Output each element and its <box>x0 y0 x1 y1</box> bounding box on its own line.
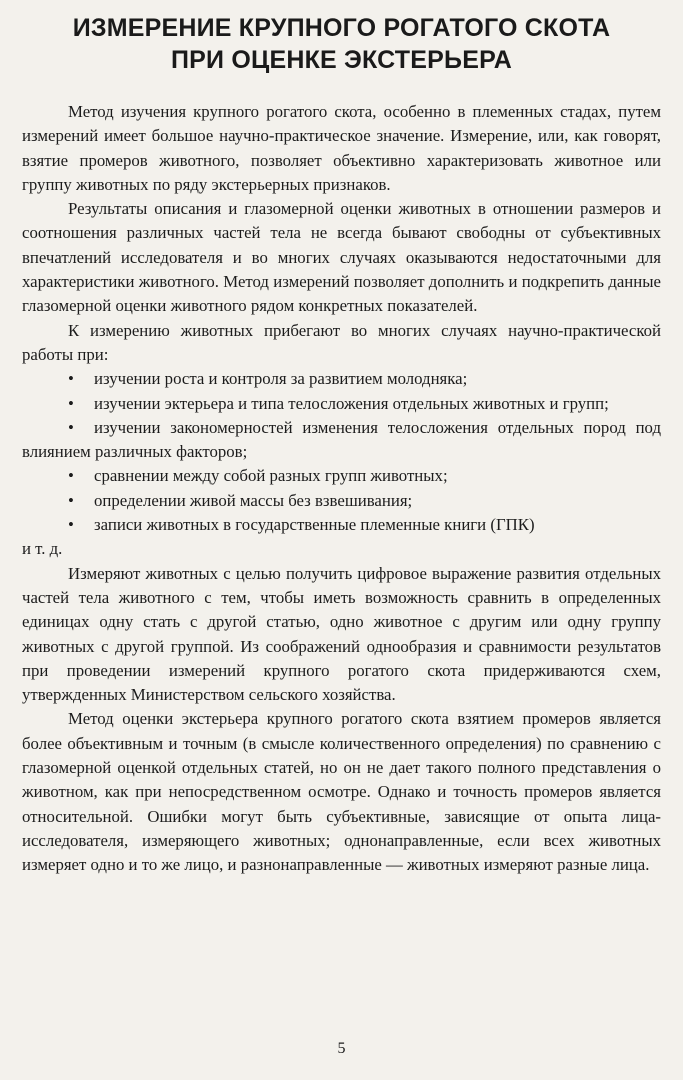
uses-list <box>22 367 661 537</box>
paragraph-intro: Метод изучения крупного рогатого скота, особенно в племенных стадах, путем измерений имеет большое научно-практическое значение. Измерение, или, как говорят, взятие промеров животного, позволяет объективно характеризовать животное или группу животных по ряду экстерьерных признаков. <box>22 102 661 194</box>
bullet-icon: • <box>68 490 74 510</box>
title-line-2: ПРИ ОЦЕНКЕ ЭКСТЕРЬЕРА <box>170 46 513 74</box>
bullet-icon: • <box>68 369 74 389</box>
list-item: • изучении роста и контроля за развитием молодняка; <box>22 367 661 391</box>
page-title <box>22 12 661 76</box>
paragraph-accuracy: Метод оценки экстерьера крупного рогатого скота взятием промеров является более объективным и точным (в смысле количественного определения) по сравнению с глазомерной оценкой отдельных статей, но он не дает такого полного представления о животном, как при непосредственном осмотре. Однако и точность промеров является относительной. Ошибки могут быть субъективные, зависящие от опыта лица-исследователя, измеряющего животных; однонаправленные, если всех животных измеряет одно и то же лицо, и разнонаправленные — животных измеряют разные лица. <box>22 709 661 875</box>
paragraph-purpose: Измеряют животных с целью получить цифровое выражение развития отдельных частей тела животного с тем, чтобы иметь возможность сравнить в определенных единицах одну стать с другой статью, одно животное с другим или одну группу животных с другой группой. Из соображений однообразия и сравнимости результатов при проведении измерений крупного рогатого скота придерживаются схем, утвержденных Министерством сельского хозяйства. <box>22 563 661 705</box>
list-item: • изучении эктерьера и типа телосложения отдельных животных и групп; <box>22 392 661 416</box>
page-number: 5 <box>337 1040 346 1057</box>
bullet-icon: • <box>68 417 74 437</box>
list-item: • определении живой массы без взвешивания; <box>22 489 661 513</box>
bullet-icon: • <box>68 515 74 535</box>
list-item: • записи животных в государственные племенные книги (ГПК) <box>22 513 661 537</box>
list-continuation: и т. д. <box>22 539 63 559</box>
list-item: • изучении закономерностей изменения телосложения отдельных пород под влиянием различных факторов; <box>22 417 661 462</box>
bullet-icon: • <box>68 393 74 413</box>
list-item: • сравнении между собой разных групп животных; <box>22 464 661 488</box>
paragraph-subjective: Результаты описания и глазомерной оценки животных в отношении размеров и соотношения различных частей тела не всегда бывают свободны от субъективных впечатлений исследователя и во многих случаях оказываются недостаточными для характеристики животного. Метод измерений позволяет дополнить и подкрепить данные глазомерной оценки животного рядом конкретных показателей. <box>22 199 661 316</box>
body-text <box>22 100 661 878</box>
title-line-1: ИЗМЕРЕНИЕ КРУПНОГО РОГАТОГО СКОТА <box>72 14 611 42</box>
paragraph-uses: К измерению животных прибегают во многих случаях научно-практической работы при: <box>22 320 661 364</box>
bullet-icon: • <box>68 466 74 486</box>
